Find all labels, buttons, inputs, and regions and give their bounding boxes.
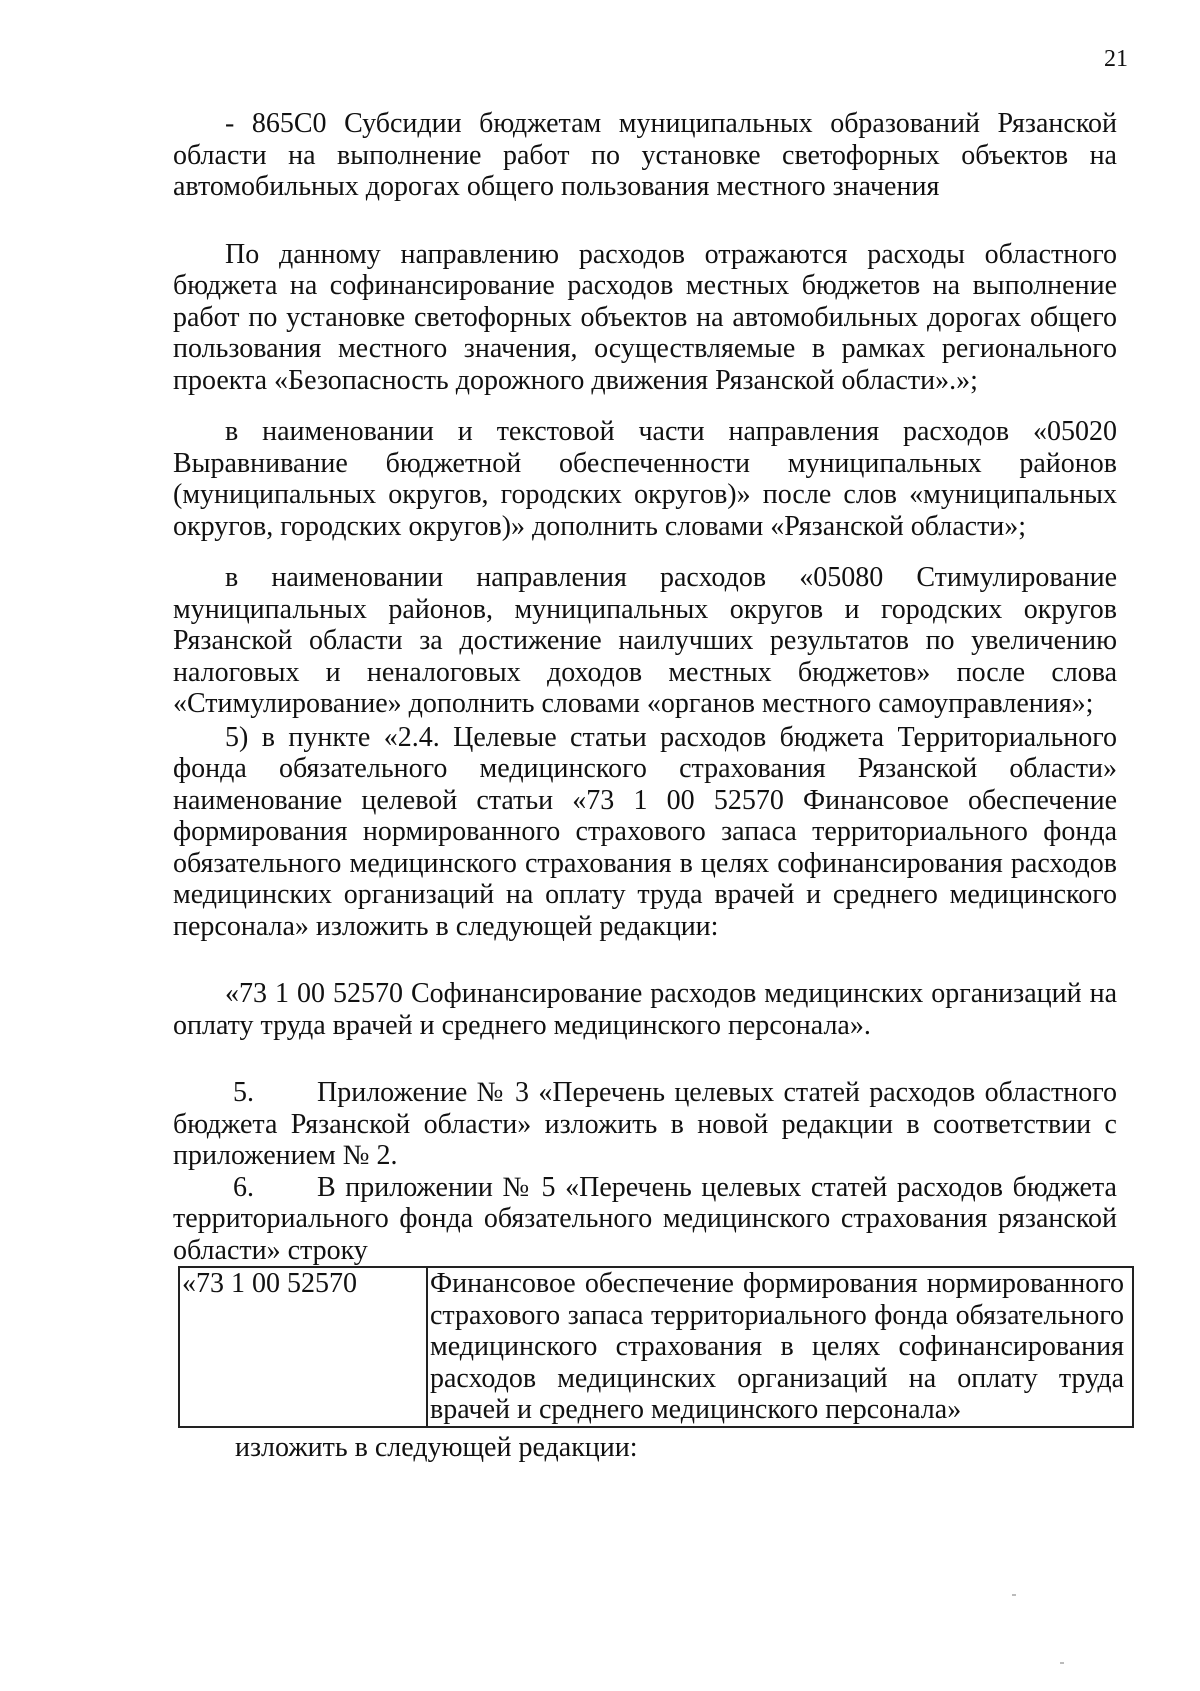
paragraph-item-5-subpoint: 5) в пункте «2.4. Целевые статьи расходов бюджета Территориального фонда обязательного медицинского страхования Рязанской области» наименование целевой статьи «73 1 00 52570 Финансовое обеспечение формирования нормированного страхового запаса территориального фонда обязательного медицинского страхования в целях софинансирования расходов медицинских организаций на оплату труда врачей и среднего медицинского персонала» изложить в следующей редакции: (173, 721, 1117, 942)
paragraph-expense-direction: По данному направлению расходов отражаются расходы областного бюджета на софинансирование расходов местных бюджетов на выполнение работ по установке светофорных объектов на автомобильных дорогах общего пользования местного значения, осуществляемые в рамках регионального проекта «Безопасность дорожного движения Рязанской области».»; (173, 238, 1117, 396)
table-cell-code: «73 1 00 52570 (179, 1267, 427, 1427)
table-row (179, 1267, 1133, 1427)
paragraph-after-table: изложить в следующей редакции: (235, 1431, 638, 1463)
target-article-table (178, 1266, 1134, 1428)
paragraph-item-6 (173, 1172, 1117, 1267)
item-6-number: 6. (233, 1171, 254, 1203)
paragraph-new-wording: «73 1 00 52570 Софинансирование расходов медицинских организаций на оплату труда врачей и среднего медицинского персонала». (173, 978, 1117, 1041)
table-cell-name: Финансовое обеспечение формирования нормированного страхового запаса территориального фонда обязательного медицинского страхования в целях софинансирования расходов медицинских организаций на оплату труда врачей и среднего медицинского персонала» (427, 1267, 1133, 1427)
scan-speck (1060, 1662, 1064, 1664)
document-body (173, 108, 1124, 1463)
paragraph-item-5 (173, 1077, 1117, 1172)
item-5-number: 5. (233, 1077, 254, 1108)
paragraph-subsidy-865c0: - 865С0 Субсидии бюджетам муниципальных образований Рязанской области на выполнение работ по установке светофорных объектов на автомобильных дорогах общего пользования местного значения (173, 108, 1117, 202)
page-number: 21 (1104, 46, 1128, 72)
paragraph-05080: в наименовании направления расходов «05080 Стимулирование муниципальных районов, муниципальных округов и городских округов Рязанской области за достижение наилучших результатов по увеличению налоговых и неналоговых доходов местных бюджетов» после слова «Стимулирование» дополнить словами «органов местного самоуправления»; (173, 562, 1117, 719)
item-6-text: В приложении № 5 «Перечень целевых статей расходов бюджета территориального фонда обязательного медицинского страхования рязанской области» строку (173, 1171, 1117, 1266)
item-5-text: Приложение № 3 «Перечень целевых статей расходов областного бюджета Рязанской области» изложить в новой редакции в соответствии с приложением № 2. (173, 1077, 1117, 1171)
paragraph-05020: в наименовании и текстовой части направления расходов «05020 Выравнивание бюджетной обеспеченности муниципальных районов (муниципальных округов, городских округов)» после слов «муниципальных округов, городских округов)» дополнить словами «Рязанской области»; (173, 416, 1117, 542)
scan-speck (1012, 1594, 1016, 1596)
